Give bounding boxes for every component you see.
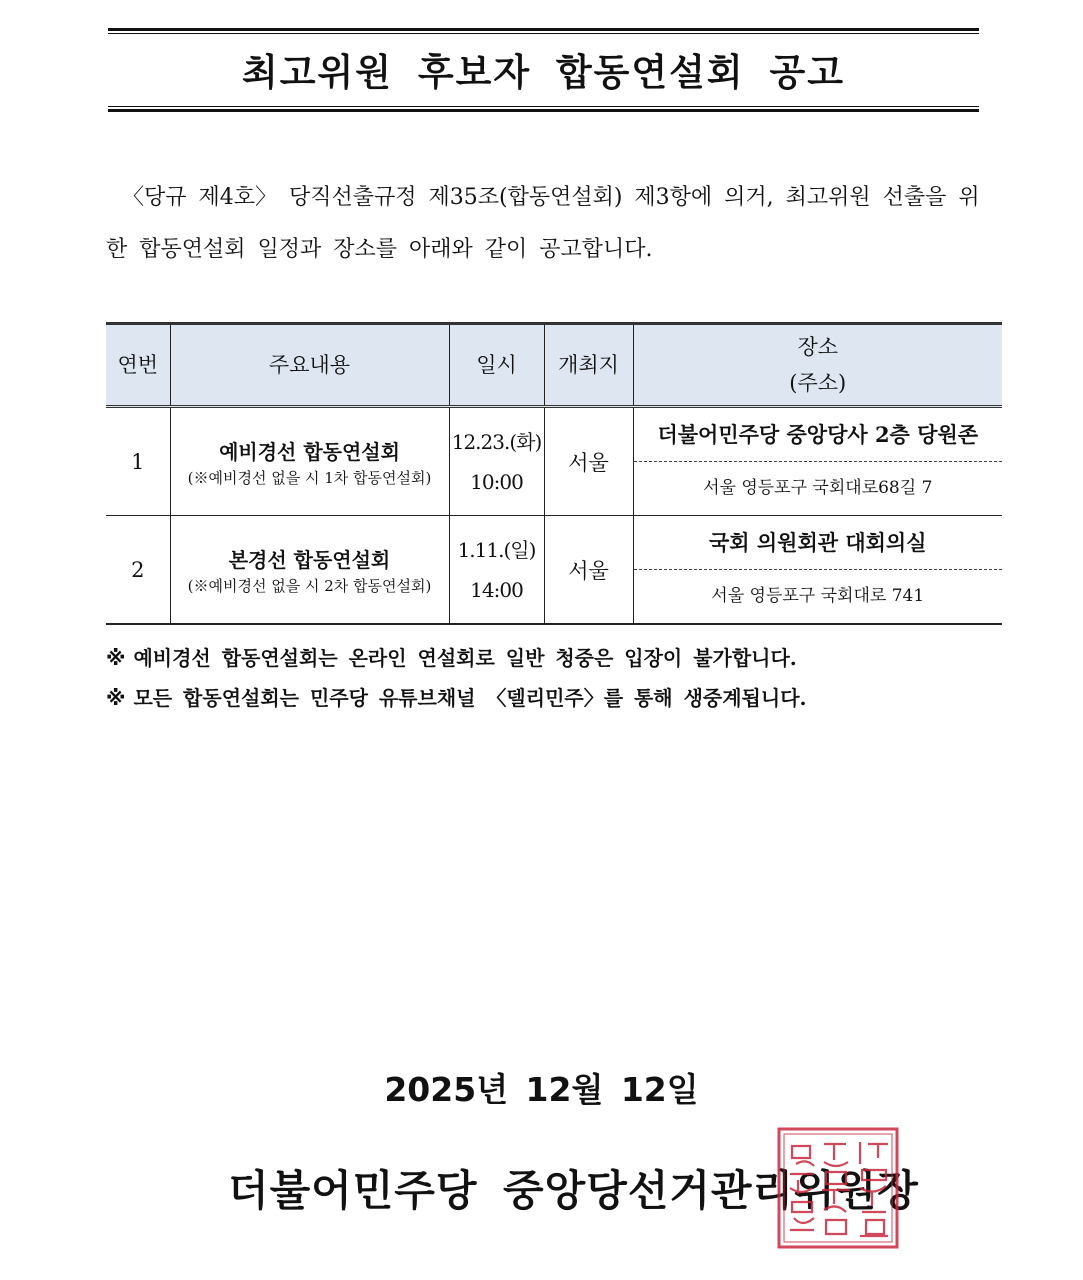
row-place [633,516,1002,625]
note-item [106,638,1006,678]
table-row [106,516,1002,625]
venue-name: 국회 의원회관 대회의실 [634,516,1003,570]
header-place [633,324,1002,407]
row-no: 2 [106,516,170,625]
note-item [106,678,1006,718]
venue-address: 서울 영등포구 국회대로 741 [711,586,925,606]
title-top-rule [108,28,979,31]
header-content: 주요내용 [170,324,449,407]
row-datetime [449,516,544,625]
issuer-name: 더불어민주당 중앙당선거관리위원장 [228,1166,919,1215]
event-time: 14:00 [470,577,523,602]
note-text: 예비경선 합동연설회는 온라인 연설회로 일반 청중은 입장이 불가합니다. [133,646,797,670]
header-datetime: 일시 [449,324,544,407]
title-bottom-rule [108,109,979,112]
intro-line-1: 〈당규 제4호〉 당직선출규정 제35조(합동연설회) 제3항에 의거, 최고위원 선출을 위 [122,185,980,210]
note-text: 모든 합동연설회는 민주당 유튜브채널 〈델리민주〉를 통해 생중계됩니다. [133,686,807,710]
intro-line-2: 한 합동연설회 일정과 장소를 아래와 같이 공고합니다. [106,237,653,262]
row-content [170,407,449,516]
header-place-sub: (주소) [789,371,847,395]
row-datetime [449,407,544,516]
event-note: (※예비경선 없을 시 1차 합동연설회) [187,468,432,487]
reference-mark-icon: ※ [106,686,126,710]
title-top-rule-thin [108,33,979,34]
event-note: (※예비경선 없을 시 2차 합동연설회) [187,576,432,595]
announcement-date: 2025년 12월 12일 [384,1070,699,1109]
row-content [170,516,449,625]
event-time: 10:00 [470,469,523,494]
row-no: 1 [106,407,170,516]
table-row [106,407,1002,516]
intro-paragraph [106,172,986,276]
page-title: 최고위원 후보자 합동연설회 공고 [241,51,846,94]
row-place [633,407,1002,516]
title-bottom-rule-thin [108,106,979,107]
table-header-row [106,324,1002,407]
venue-address: 서울 영등포구 국회대로68길 7 [703,478,933,498]
event-title: 본경선 합동연설회 [228,547,391,572]
event-title: 예비경선 합동연설회 [219,439,400,464]
header-host: 개최지 [544,324,633,407]
row-host: 서울 [544,516,633,625]
notes-section [106,638,1006,718]
schedule-table [106,322,1002,625]
header-no: 연번 [106,324,170,407]
official-seal-icon [776,1126,900,1250]
row-host: 서울 [544,407,633,516]
reference-mark-icon: ※ [106,646,126,670]
header-place-label: 장소 [797,335,839,359]
venue-name: 더불어민주당 중앙당사 2층 당원존 [634,408,1003,462]
event-date: 1.11.(일) [457,537,536,562]
event-date: 12.23.(화) [451,429,542,454]
